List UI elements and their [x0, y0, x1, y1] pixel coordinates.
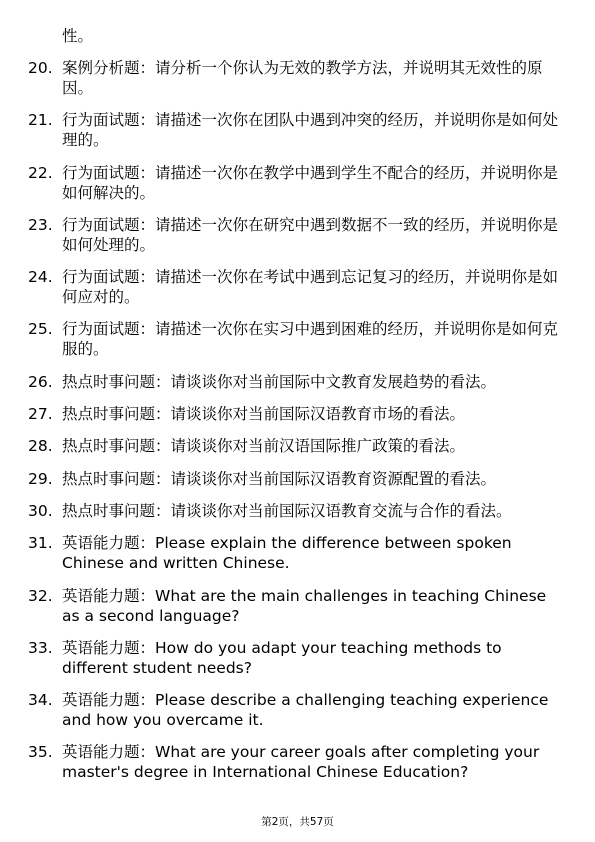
question-item [0, 404, 595, 424]
question-category: 行为面试题： [62, 320, 156, 339]
question-number: 27. [28, 405, 53, 424]
question-number: 30. [28, 501, 53, 520]
question-item [0, 742, 595, 782]
question-item [0, 319, 595, 359]
question-category: 英语能力题： [62, 534, 156, 553]
continuation-text: 性。 [62, 27, 94, 45]
question-category: 行为面试题： [62, 268, 156, 287]
question-number: 31. [28, 534, 53, 553]
question-number: 21. [28, 111, 53, 130]
question-number: 35. [28, 743, 53, 762]
question-list [0, 58, 595, 795]
question-number: 23. [28, 215, 53, 234]
question-number: 33. [28, 638, 53, 657]
question-text: 请描述一次你在团队中遇到冲突的经历，并说明你是如何处理的。 [62, 111, 559, 150]
question-number: 20. [28, 59, 53, 77]
question-number: 26. [28, 372, 53, 391]
question-text: 请描述一次你在研究中遇到数据不一致的经历，并说明你是如何处理的。 [62, 215, 559, 254]
question-number: 24. [28, 268, 53, 287]
question-item [0, 690, 595, 730]
question-item [0, 267, 595, 307]
question-number: 25. [28, 320, 53, 339]
question-category: 热点时事问题： [62, 372, 171, 391]
page-footer: 第2页，共57页 [261, 816, 334, 828]
question-item [0, 501, 595, 521]
question-item [0, 638, 595, 678]
question-category: 热点时事问题： [62, 437, 171, 456]
question-text: What are the main challenges in teaching Chinese as a second language? [62, 586, 547, 625]
question-category: 热点时事问题： [62, 469, 171, 488]
question-text: How do you adapt your teaching methods to different student needs? [62, 638, 502, 677]
question-category: 热点时事问题： [62, 405, 171, 424]
question-category: 案例分析题： [62, 59, 156, 77]
question-item [0, 163, 595, 203]
question-text: 请谈谈你对当前国际汉语教育资源配置的看法。 [170, 469, 497, 488]
question-item [0, 533, 595, 573]
question-category: 英语能力题： [62, 691, 156, 710]
question-category: 热点时事问题： [62, 501, 171, 520]
question-text: 请谈谈你对当前国际汉语教育市场的看法。 [170, 405, 466, 424]
question-text: 请描述一次你在考试中遇到忘记复习的经历，并说明你是如何应对的。 [62, 268, 559, 307]
question-category: 英语能力题： [62, 638, 156, 657]
question-category: 英语能力题： [62, 586, 156, 605]
question-text: 请描述一次你在实习中遇到困难的经历，并说明你是如何克服的。 [62, 320, 559, 359]
question-item [0, 436, 595, 456]
question-number: 34. [28, 691, 53, 710]
question-text: 请谈谈你对当前国际中文教育发展趋势的看法。 [170, 372, 497, 391]
question-text: What are your career goals after completing your master's degree in International Chinese Education? [62, 743, 540, 782]
question-number: 22. [28, 163, 53, 182]
question-text: 请谈谈你对当前国际汉语教育交流与合作的看法。 [170, 501, 512, 520]
question-number: 32. [28, 586, 53, 605]
question-category: 行为面试题： [62, 163, 156, 182]
question-item [0, 586, 595, 626]
question-text: Please explain the difference between spoken Chinese and written Chinese. [62, 534, 512, 573]
question-item [0, 58, 595, 98]
question-item [0, 110, 595, 150]
question-item [0, 372, 595, 392]
question-number: 29. [28, 469, 53, 488]
question-item [0, 469, 595, 489]
question-text: Please describe a challenging teaching experience and how you overcame it. [62, 691, 549, 730]
question-text: 请描述一次你在教学中遇到学生不配合的经历，并说明你是如何解决的。 [62, 163, 559, 202]
question-category: 行为面试题： [62, 111, 156, 130]
question-item [0, 215, 595, 255]
question-category: 行为面试题： [62, 215, 156, 234]
question-number: 28. [28, 437, 53, 456]
question-category: 英语能力题： [62, 743, 156, 762]
question-text: 请分析一个你认为无效的教学方法，并说明其无效性的原因。 [62, 59, 543, 97]
question-text: 请谈谈你对当前汉语国际推广政策的看法。 [170, 437, 466, 456]
